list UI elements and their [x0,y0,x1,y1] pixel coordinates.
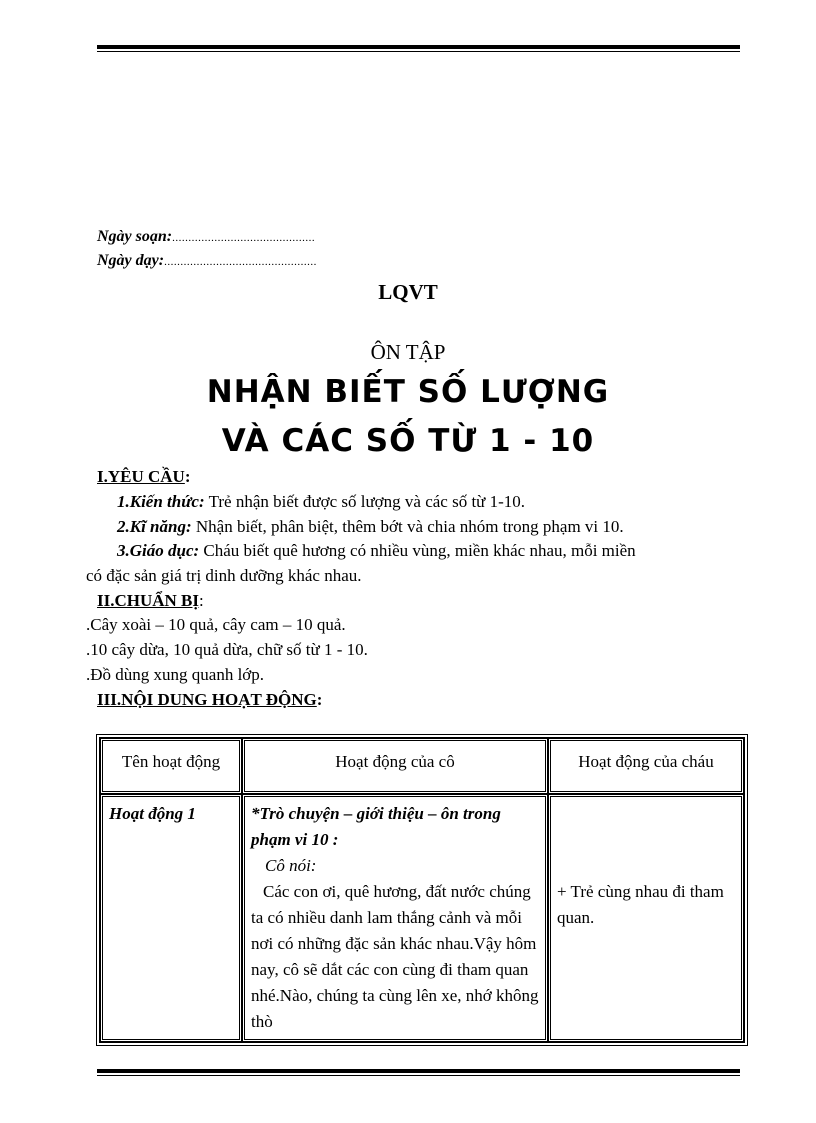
activity-name-cell [100,794,242,1042]
header-teacher-activity: Hoạt động của cô [242,738,548,794]
education-label: 3.Giáo dục: [117,541,200,560]
teach-date-label: Ngày dạy: [97,252,165,269]
requirements-heading [97,467,191,487]
lesson-title-line2: VÀ CÁC SỐ TỪ 1 - 10 [221,423,595,459]
activity-table [96,734,748,1046]
teacher-activity-cell [242,794,548,1042]
teach-date-line [97,252,317,270]
header-activity-name: Tên hoạt động [100,738,242,794]
content-heading-colon: : [316,690,323,709]
preparation-heading [97,591,204,611]
activity-name: Hoạt động 1 [109,804,196,823]
bottom-rule [97,1069,740,1076]
lesson-title-line1: NHẬN BIẾT SỐ LƯỢNG [206,374,610,410]
requirements-heading-text: I.YÊU CẦU [97,467,185,486]
child-activity-cell [548,794,744,1042]
knowledge-line [117,492,525,512]
prep-date-dots: ............................................ [172,232,316,244]
teacher-intro: *Trò chuyện – giới thiệu – ôn trong phạm vi 10 : [251,804,501,849]
content-heading [97,690,322,710]
preparation-item: .10 cây dừa, 10 quả dừa, chữ số từ 1 - 10. [86,640,368,659]
top-rule [97,45,740,52]
education-line [117,541,636,561]
education-line-cont: có đặc sản giá trị dinh dưỡng khác nhau. [86,566,362,585]
teacher-says: Cô nói: [265,856,317,875]
child-text: + Trẻ cùng nhau đi tham quan. [557,882,724,927]
table-header-row [100,738,744,794]
preparation-item: .Cây xoài – 10 quả, cây cam – 10 quả. [86,615,346,634]
content-heading-text: III.NỘI DUNG HOẠT ĐỘNG [97,690,317,709]
preparation-item: .Đồ dùng xung quanh lớp. [86,665,265,684]
teach-date-dots: ............................................... [164,256,317,268]
skills-label: 2.Kĩ năng: [117,517,192,536]
prep-date-label: Ngày soạn: [97,228,173,245]
education-text: Cháu biết quê hương có nhiều vùng, miền khác nhau, mỗi miền [199,541,636,560]
requirements-heading-colon: : [184,467,191,486]
prep-date-line [97,228,315,246]
skills-text: Nhận biết, phân biệt, thêm bớt và chia nhóm trong phạm vi 10. [191,517,624,536]
knowledge-label: 1.Kiến thức: [117,492,205,511]
table-row [100,794,744,1042]
knowledge-text: Trẻ nhận biết được số lượng và các số từ 1-10. [204,492,526,511]
preparation-heading-colon: : [199,591,204,610]
teacher-text: Các con ơi, quê hương, đất nước chúng ta có nhiều danh lam thắng cảnh và mỗi nơi có những đặc sản khác nhau.Vậy hôm nay, cô sẽ dắt các con cùng đi tham quan nhé.Nào, chúng ta cùng lên xe, nhớ không thò [251,882,539,1031]
lesson-type: ÔN TẬP [370,340,446,364]
header-child-activity: Hoạt động của cháu [548,738,744,794]
skills-line [117,517,624,537]
preparation-heading-text: II.CHUẨN BỊ [97,591,200,610]
subject-title: LQVT [378,280,438,304]
